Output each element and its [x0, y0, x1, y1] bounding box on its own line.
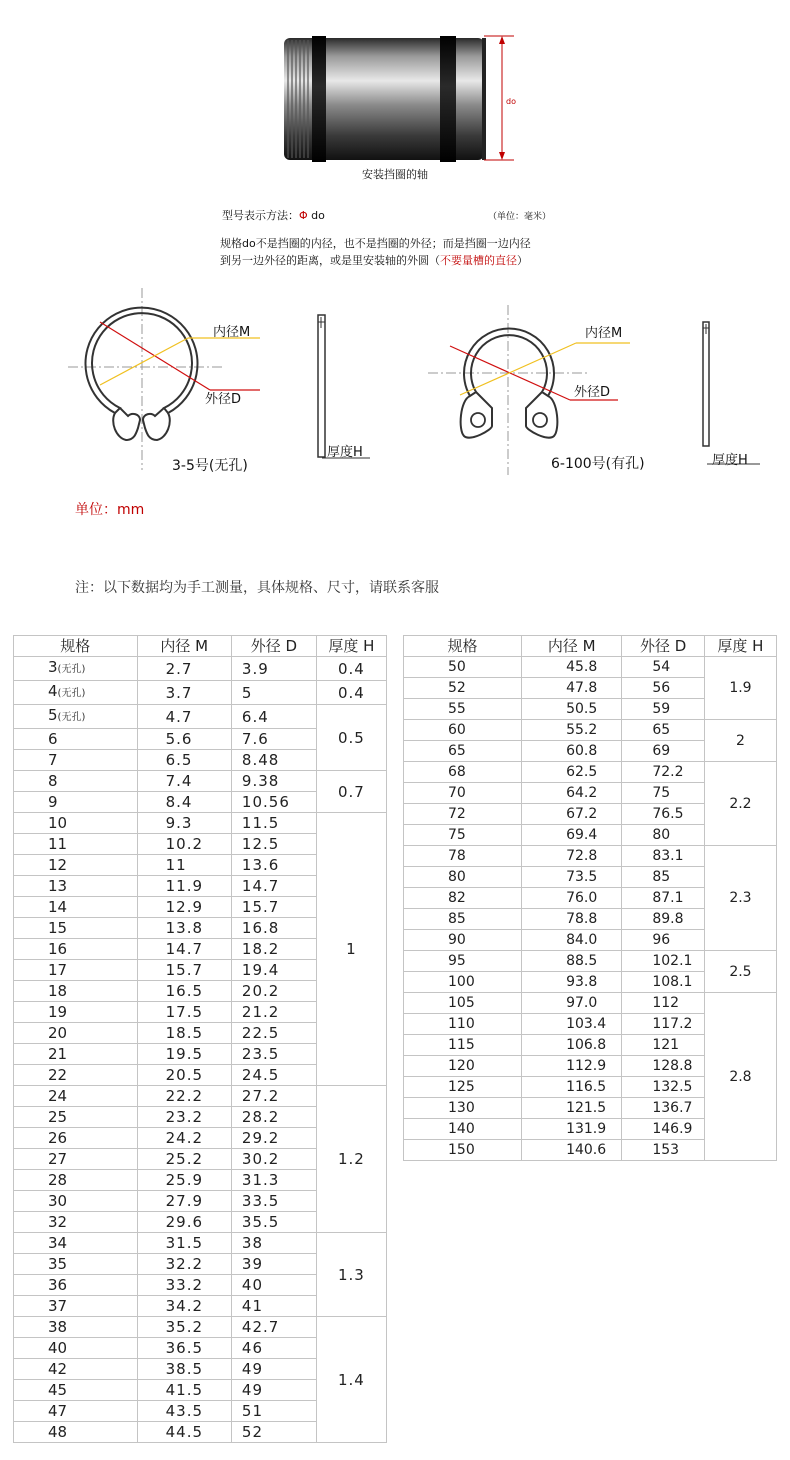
cell-thickness-h: 0.4 — [316, 657, 386, 681]
cell-outer-d: 3.9 — [231, 657, 316, 681]
cell-outer-d: 31.3 — [231, 1170, 316, 1191]
table-row — [14, 705, 387, 729]
table-row — [14, 1317, 387, 1338]
cell-inner-m: 27.9 — [137, 1191, 231, 1212]
cell-inner-m: 41.5 — [137, 1380, 231, 1401]
model-method-value: do — [311, 209, 325, 222]
cell-thickness-h: 1.4 — [316, 1317, 386, 1443]
cell-spec: 9 — [14, 792, 138, 813]
cell-inner-m: 31.5 — [137, 1233, 231, 1254]
cell-spec: 6 — [14, 729, 138, 750]
cell-outer-d: 52 — [231, 1422, 316, 1443]
cell-thickness-h: 2.2 — [704, 762, 776, 846]
cell-outer-d: 8.48 — [231, 750, 316, 771]
cell-inner-m: 10.2 — [137, 834, 231, 855]
header-spec: 规格 — [14, 636, 138, 657]
cell-outer-d: 51 — [231, 1401, 316, 1422]
cell-spec: 13 — [14, 876, 138, 897]
cell-inner-m: 103.4 — [522, 1014, 622, 1035]
cell-spec: 45 — [14, 1380, 138, 1401]
cell-spec: 16 — [14, 939, 138, 960]
cell-inner-m: 121.5 — [522, 1098, 622, 1119]
no-hole-note: (无孔) — [57, 712, 86, 723]
cell-inner-m: 9.3 — [137, 813, 231, 834]
cell-outer-d: 40 — [231, 1275, 316, 1296]
cell-outer-d: 24.5 — [231, 1065, 316, 1086]
spec-note-line2: 到另一边外径的距离，或是里安装轴的外圆（不要量槽的直径） — [220, 254, 528, 267]
footnote: 注：以下数据均为手工测量，具体规格、尺寸，请联系客服 — [75, 580, 439, 596]
cell-spec: 130 — [404, 1098, 522, 1119]
cell-inner-m: 14.7 — [137, 939, 231, 960]
cell-outer-d: 30.2 — [231, 1149, 316, 1170]
cell-outer-d: 49 — [231, 1359, 316, 1380]
cell-inner-m: 76.0 — [522, 888, 622, 909]
cell-inner-m: 38.5 — [137, 1359, 231, 1380]
cell-spec: 14 — [14, 897, 138, 918]
cell-outer-d: 56 — [622, 678, 705, 699]
cell-thickness-h: 1.9 — [704, 657, 776, 720]
cell-spec: 27 — [14, 1149, 138, 1170]
cell-spec: 140 — [404, 1119, 522, 1140]
cell-outer-d: 16.8 — [231, 918, 316, 939]
cell-inner-m: 19.5 — [137, 1044, 231, 1065]
cell-inner-m: 44.5 — [137, 1422, 231, 1443]
cell-spec: 17 — [14, 960, 138, 981]
cell-outer-d: 128.8 — [622, 1056, 705, 1077]
cell-inner-m: 16.5 — [137, 981, 231, 1002]
cell-outer-d: 153 — [622, 1140, 705, 1161]
spec-note-line1: 规格do不是挡圈的内径，也不是挡圈的外径；而是挡圈一边内径 — [220, 237, 531, 250]
cell-outer-d: 18.2 — [231, 939, 316, 960]
cell-outer-d: 15.7 — [231, 897, 316, 918]
cell-inner-m: 23.2 — [137, 1107, 231, 1128]
type-label-no-hole: 3-5号(无孔) — [172, 458, 248, 474]
no-hole-note: (无孔) — [57, 664, 86, 675]
cell-spec: 12 — [14, 855, 138, 876]
table-row — [14, 771, 387, 792]
cell-outer-d: 112 — [622, 993, 705, 1014]
cell-outer-d: 96 — [622, 930, 705, 951]
cell-inner-m: 2.7 — [137, 657, 231, 681]
table-row — [14, 657, 387, 681]
cell-spec: 26 — [14, 1128, 138, 1149]
inner-diameter-label-right: 内径M — [585, 326, 623, 341]
cell-outer-d: 121 — [622, 1035, 705, 1056]
cell-inner-m: 25.9 — [137, 1170, 231, 1191]
cell-inner-m: 25.2 — [137, 1149, 231, 1170]
cell-inner-m: 6.5 — [137, 750, 231, 771]
cell-spec: 65 — [404, 741, 522, 762]
cell-outer-d: 108.1 — [622, 972, 705, 993]
cell-spec: 24 — [14, 1086, 138, 1107]
cell-spec: 20 — [14, 1023, 138, 1044]
cell-spec: 25 — [14, 1107, 138, 1128]
cell-inner-m: 140.6 — [522, 1140, 622, 1161]
cell-inner-m: 29.6 — [137, 1212, 231, 1233]
cell-spec: 10 — [14, 813, 138, 834]
cell-inner-m: 11 — [137, 855, 231, 876]
cell-spec: 75 — [404, 825, 522, 846]
cell-spec: 42 — [14, 1359, 138, 1380]
cell-inner-m: 20.5 — [137, 1065, 231, 1086]
cell-spec: 52 — [404, 678, 522, 699]
cell-outer-d: 27.2 — [231, 1086, 316, 1107]
cell-inner-m: 11.9 — [137, 876, 231, 897]
cell-spec: 22 — [14, 1065, 138, 1086]
cell-outer-d: 6.4 — [231, 705, 316, 729]
cell-inner-m: 15.7 — [137, 960, 231, 981]
cell-outer-d: 42.7 — [231, 1317, 316, 1338]
cell-inner-m: 97.0 — [522, 993, 622, 1014]
cell-spec: 50 — [404, 657, 522, 678]
cell-outer-d: 10.56 — [231, 792, 316, 813]
cell-spec: 35 — [14, 1254, 138, 1275]
cell-outer-d: 35.5 — [231, 1212, 316, 1233]
inner-diameter-label-left: 内径M — [213, 325, 251, 340]
cell-outer-d: 19.4 — [231, 960, 316, 981]
cell-spec: 60 — [404, 720, 522, 741]
cell-inner-m: 62.5 — [522, 762, 622, 783]
cell-outer-d: 7.6 — [231, 729, 316, 750]
cell-spec: 115 — [404, 1035, 522, 1056]
cell-outer-d: 75 — [622, 783, 705, 804]
cell-spec: 3(无孔) — [14, 657, 138, 681]
cell-outer-d: 69 — [622, 741, 705, 762]
cell-outer-d: 59 — [622, 699, 705, 720]
cell-outer-d: 22.5 — [231, 1023, 316, 1044]
cell-outer-d: 29.2 — [231, 1128, 316, 1149]
cell-thickness-h: 0.5 — [316, 705, 386, 771]
cell-outer-d: 132.5 — [622, 1077, 705, 1098]
cell-spec: 82 — [404, 888, 522, 909]
cell-spec: 85 — [404, 909, 522, 930]
cell-thickness-h: 1.3 — [316, 1233, 386, 1317]
cell-outer-d: 38 — [231, 1233, 316, 1254]
cell-spec: 4(无孔) — [14, 681, 138, 705]
cell-thickness-h: 1.2 — [316, 1086, 386, 1233]
spec-table-right-body — [404, 657, 777, 1161]
cell-inner-m: 60.8 — [522, 741, 622, 762]
cell-outer-d: 9.38 — [231, 771, 316, 792]
cell-spec: 95 — [404, 951, 522, 972]
header-thickness-h: 厚度 H — [316, 636, 386, 657]
cell-outer-d: 117.2 — [622, 1014, 705, 1035]
cell-outer-d: 12.5 — [231, 834, 316, 855]
cell-inner-m: 32.2 — [137, 1254, 231, 1275]
cell-inner-m: 55.2 — [522, 720, 622, 741]
header-thickness-h: 厚度 H — [704, 636, 776, 657]
shaft-photo — [270, 28, 520, 168]
cell-inner-m: 69.4 — [522, 825, 622, 846]
cell-spec: 7 — [14, 750, 138, 771]
table-row — [14, 681, 387, 705]
cell-inner-m: 7.4 — [137, 771, 231, 792]
table-row — [14, 1086, 387, 1107]
cell-spec: 15 — [14, 918, 138, 939]
cell-outer-d: 54 — [622, 657, 705, 678]
cell-inner-m: 43.5 — [137, 1401, 231, 1422]
cell-inner-m: 116.5 — [522, 1077, 622, 1098]
cell-thickness-h: 2.3 — [704, 846, 776, 951]
cell-spec: 90 — [404, 930, 522, 951]
cell-spec: 80 — [404, 867, 522, 888]
cell-outer-d: 83.1 — [622, 846, 705, 867]
diameter-symbol: Φ — [299, 209, 308, 222]
cell-outer-d: 89.8 — [622, 909, 705, 930]
no-hole-note: (无孔) — [57, 688, 86, 699]
cell-spec: 8 — [14, 771, 138, 792]
cell-outer-d: 146.9 — [622, 1119, 705, 1140]
cell-inner-m: 47.8 — [522, 678, 622, 699]
type-label-with-hole: 6-100号(有孔) — [551, 456, 645, 472]
table-row — [404, 951, 777, 972]
cell-spec: 70 — [404, 783, 522, 804]
table-row — [404, 993, 777, 1014]
cell-outer-d: 41 — [231, 1296, 316, 1317]
cell-outer-d: 136.7 — [622, 1098, 705, 1119]
thickness-label-right: 厚度H — [712, 453, 748, 468]
table-header-row — [14, 636, 387, 657]
cell-outer-d: 76.5 — [622, 804, 705, 825]
cell-spec: 48 — [14, 1422, 138, 1443]
cell-outer-d: 23.5 — [231, 1044, 316, 1065]
cell-spec: 28 — [14, 1170, 138, 1191]
cell-inner-m: 34.2 — [137, 1296, 231, 1317]
header-spec: 规格 — [404, 636, 522, 657]
outer-diameter-label-left: 外径D — [205, 392, 242, 407]
cell-inner-m: 88.5 — [522, 951, 622, 972]
table-row — [404, 762, 777, 783]
cell-inner-m: 45.8 — [522, 657, 622, 678]
cell-spec: 19 — [14, 1002, 138, 1023]
unit-note: （单位：毫米） — [488, 212, 552, 222]
table-row — [404, 720, 777, 741]
cell-thickness-h: 0.7 — [316, 771, 386, 813]
cell-outer-d: 65 — [622, 720, 705, 741]
cell-inner-m: 17.5 — [137, 1002, 231, 1023]
cell-inner-m: 67.2 — [522, 804, 622, 825]
unit-mm: 单位：mm — [75, 502, 145, 518]
cell-outer-d: 46 — [231, 1338, 316, 1359]
cell-inner-m: 131.9 — [522, 1119, 622, 1140]
cell-spec: 55 — [404, 699, 522, 720]
cell-thickness-h: 0.4 — [316, 681, 386, 705]
cell-inner-m: 22.2 — [137, 1086, 231, 1107]
cell-outer-d: 5 — [231, 681, 316, 705]
cell-spec: 110 — [404, 1014, 522, 1035]
model-method-label: 型号表示方法： — [222, 209, 299, 222]
cell-spec: 68 — [404, 762, 522, 783]
cell-spec: 36 — [14, 1275, 138, 1296]
spec-table-left — [13, 635, 387, 1443]
cell-outer-d: 49 — [231, 1380, 316, 1401]
table-header-row — [404, 636, 777, 657]
cell-inner-m: 4.7 — [137, 705, 231, 729]
cell-outer-d: 80 — [622, 825, 705, 846]
table-row — [14, 813, 387, 834]
cell-spec: 32 — [14, 1212, 138, 1233]
cell-spec: 150 — [404, 1140, 522, 1161]
cell-inner-m: 8.4 — [137, 792, 231, 813]
cell-spec: 100 — [404, 972, 522, 993]
spec-note — [220, 235, 620, 269]
cell-outer-d: 102.1 — [622, 951, 705, 972]
cell-outer-d: 72.2 — [622, 762, 705, 783]
cell-inner-m: 12.9 — [137, 897, 231, 918]
header-inner-m: 内径 M — [137, 636, 231, 657]
cell-inner-m: 112.9 — [522, 1056, 622, 1077]
cell-outer-d: 14.7 — [231, 876, 316, 897]
cell-outer-d: 21.2 — [231, 1002, 316, 1023]
spec-table-left-body — [14, 657, 387, 1443]
cell-spec: 18 — [14, 981, 138, 1002]
shaft-caption: 安装挡圈的轴 — [362, 168, 428, 181]
cell-thickness-h: 2 — [704, 720, 776, 762]
model-method — [222, 207, 325, 223]
table-row — [14, 1233, 387, 1254]
cell-outer-d: 33.5 — [231, 1191, 316, 1212]
cell-inner-m: 106.8 — [522, 1035, 622, 1056]
cell-inner-m: 50.5 — [522, 699, 622, 720]
cell-spec: 21 — [14, 1044, 138, 1065]
cell-spec: 105 — [404, 993, 522, 1014]
cell-inner-m: 93.8 — [522, 972, 622, 993]
header-outer-d: 外径 D — [622, 636, 705, 657]
cell-inner-m: 72.8 — [522, 846, 622, 867]
cell-spec: 11 — [14, 834, 138, 855]
cell-inner-m: 84.0 — [522, 930, 622, 951]
cell-inner-m: 13.8 — [137, 918, 231, 939]
cell-thickness-h: 1 — [316, 813, 386, 1086]
cell-outer-d: 28.2 — [231, 1107, 316, 1128]
cell-outer-d: 11.5 — [231, 813, 316, 834]
cell-spec: 38 — [14, 1317, 138, 1338]
cell-inner-m: 36.5 — [137, 1338, 231, 1359]
cell-outer-d: 39 — [231, 1254, 316, 1275]
cell-outer-d: 85 — [622, 867, 705, 888]
table-row — [404, 657, 777, 678]
dim-label-do: do — [506, 97, 516, 106]
cell-thickness-h: 2.8 — [704, 993, 776, 1161]
cell-inner-m: 24.2 — [137, 1128, 231, 1149]
cell-inner-m: 5.6 — [137, 729, 231, 750]
cell-inner-m: 18.5 — [137, 1023, 231, 1044]
cell-spec: 40 — [14, 1338, 138, 1359]
cell-spec: 30 — [14, 1191, 138, 1212]
cell-spec: 72 — [404, 804, 522, 825]
thickness-label-left: 厚度H — [327, 445, 363, 460]
cell-outer-d: 87.1 — [622, 888, 705, 909]
spec-note-warning: 不要量槽的直径 — [440, 254, 517, 267]
cell-spec: 47 — [14, 1401, 138, 1422]
cell-spec: 120 — [404, 1056, 522, 1077]
outer-diameter-label-right: 外径D — [574, 385, 611, 400]
cell-inner-m: 33.2 — [137, 1275, 231, 1296]
header-outer-d: 外径 D — [231, 636, 316, 657]
cell-thickness-h: 2.5 — [704, 951, 776, 993]
cell-inner-m: 73.5 — [522, 867, 622, 888]
cell-inner-m: 78.8 — [522, 909, 622, 930]
cell-outer-d: 13.6 — [231, 855, 316, 876]
cell-spec: 5(无孔) — [14, 705, 138, 729]
cell-spec: 125 — [404, 1077, 522, 1098]
spec-table-right — [403, 635, 777, 1161]
cell-inner-m: 64.2 — [522, 783, 622, 804]
table-row — [404, 846, 777, 867]
cell-inner-m: 3.7 — [137, 681, 231, 705]
cell-spec: 37 — [14, 1296, 138, 1317]
cell-spec: 34 — [14, 1233, 138, 1254]
cell-spec: 78 — [404, 846, 522, 867]
cell-outer-d: 20.2 — [231, 981, 316, 1002]
header-inner-m: 内径 M — [522, 636, 622, 657]
cell-inner-m: 35.2 — [137, 1317, 231, 1338]
